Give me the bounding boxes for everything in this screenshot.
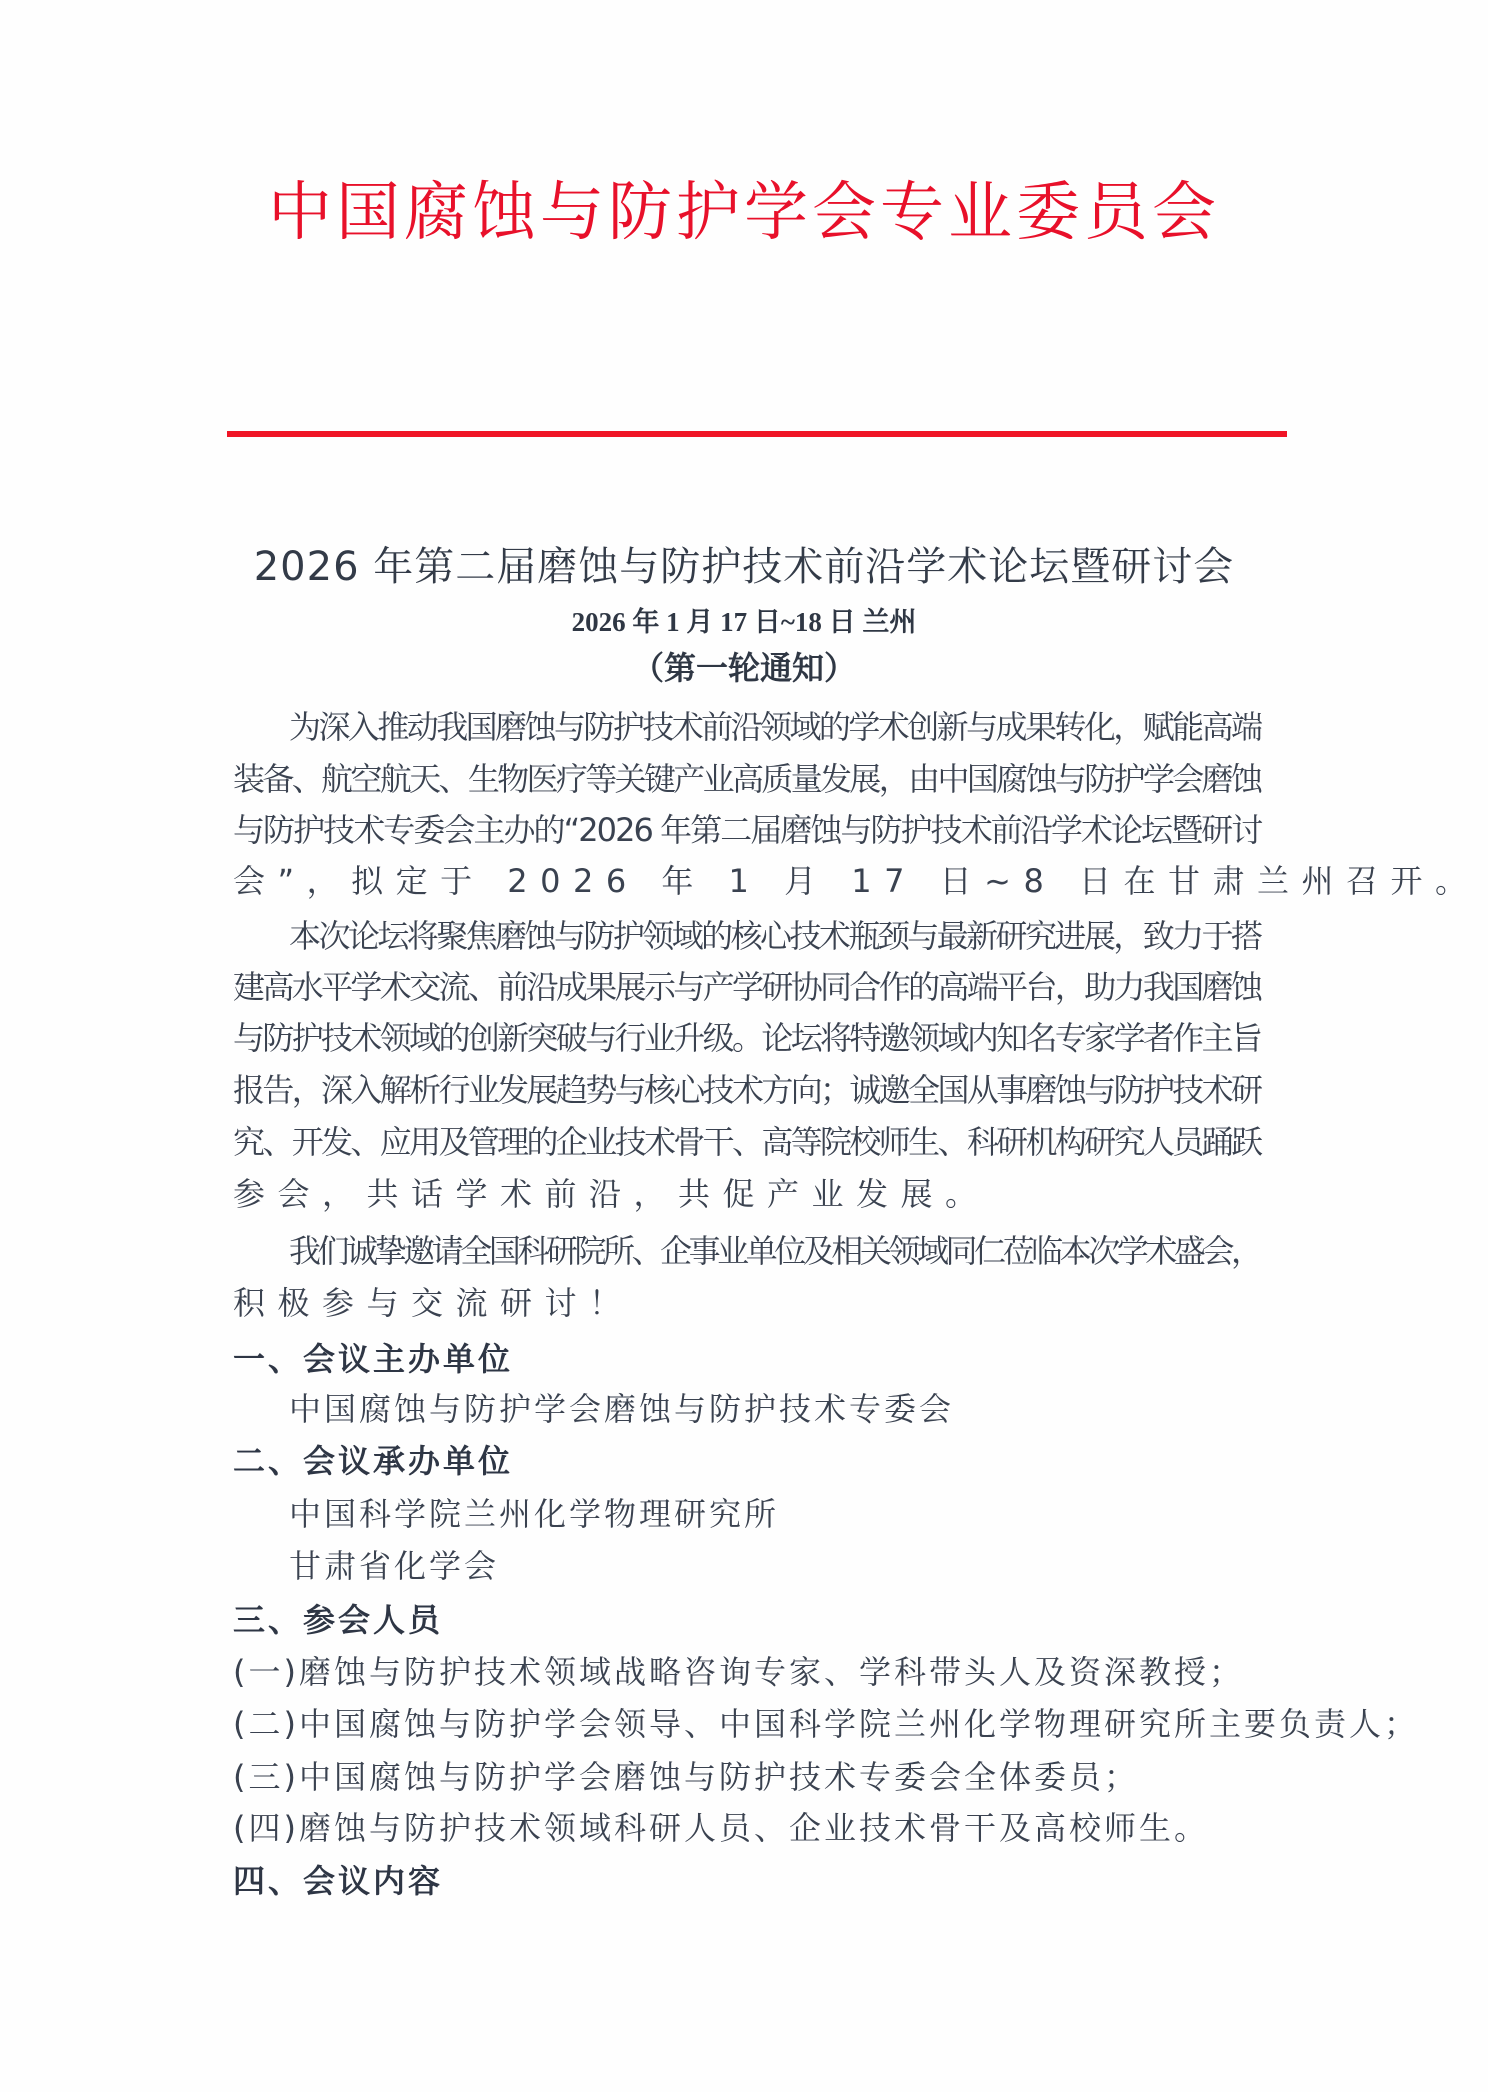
paragraph-3-line-2: 积极参与交流研讨！	[233, 1284, 634, 1322]
paragraph-1-line-2: 装备、航空航天、生物医疗等关键产业高质量发展，由中国腐蚀与防护学会磨蚀	[233, 760, 1261, 798]
paragraph-2-line-4: 报告，深入解析行业发展趋势与核心技术方向；诚邀全国从事磨蚀与防护技术研	[233, 1071, 1261, 1109]
paragraph-2-line-1: 本次论坛将聚焦磨蚀与防护领域的核心技术瓶颈与最新研究进展，致力于搭	[289, 917, 1261, 955]
organizer-item: 中国腐蚀与防护学会磨蚀与防护技术专委会	[289, 1390, 955, 1428]
attendee-item: (四)磨蚀与防护技术领域科研人员、企业技术骨干及高校师生。	[233, 1809, 1209, 1847]
section-heading-attendees: 三、参会人员	[233, 1601, 444, 1639]
notice-round: （第一轮通知）	[631, 649, 856, 687]
paragraph-2-line-3: 与防护技术领域的创新突破与行业升级。论坛将特邀领域内知名专家学者作主旨	[233, 1019, 1261, 1057]
section-heading-host: 二、会议承办单位	[233, 1442, 514, 1480]
attendee-item: (二)中国腐蚀与防护学会领导、中国科学院兰州化学物理研究所主要负责人；	[233, 1705, 1419, 1743]
paragraph-1-line-4: 会”，拟定于 2026 年 1 月 17 日~8 日在甘肃兰州召开。	[233, 862, 1480, 900]
paragraph-2-line-2: 建高水平学术交流、前沿成果展示与产学研协同合作的高端平台，助力我国磨蚀	[233, 968, 1261, 1006]
paragraph-2-line-6: 参会，共话学术前沿，共促产业发展。	[233, 1175, 990, 1213]
attendee-item: (三)中国腐蚀与防护学会磨蚀与防护技术专委会全体委员；	[233, 1758, 1139, 1796]
host-item: 甘肃省化学会	[289, 1547, 500, 1585]
date-place: 2026 年 1 月 17 日~18 日 兰州	[571, 607, 917, 637]
paragraph-1-line-1: 为深入推动我国磨蚀与防护技术前沿领域的学术创新与成果转化，赋能高端	[289, 708, 1261, 746]
section-heading-content: 四、会议内容	[233, 1862, 444, 1900]
paragraph-1-line-3: 与防护技术专委会主办的“2026 年第二届磨蚀与防护技术前沿学术论坛暨研讨	[233, 811, 1262, 849]
red-divider-rule	[227, 431, 1287, 437]
paragraph-2-line-5: 究、开发、应用及管理的企业技术骨干、高等院校师生、科研机构研究人员踊跃	[233, 1123, 1261, 1161]
attendee-item: (一)磨蚀与防护技术领域战略咨询专家、学科带头人及资深教授；	[233, 1653, 1244, 1691]
document-title: 2026 年第二届磨蚀与防护技术前沿学术论坛暨研讨会	[253, 544, 1235, 590]
section-heading-organizer: 一、会议主办单位	[233, 1340, 514, 1378]
host-item: 中国科学院兰州化学物理研究所	[289, 1495, 780, 1533]
organization-header: 中国腐蚀与防护学会专业委员会	[268, 176, 1220, 250]
paragraph-3-line-1: 我们诚挚邀请全国科研院所、企事业单位及相关领域同仁莅临本次学术盛会，	[289, 1232, 1260, 1270]
